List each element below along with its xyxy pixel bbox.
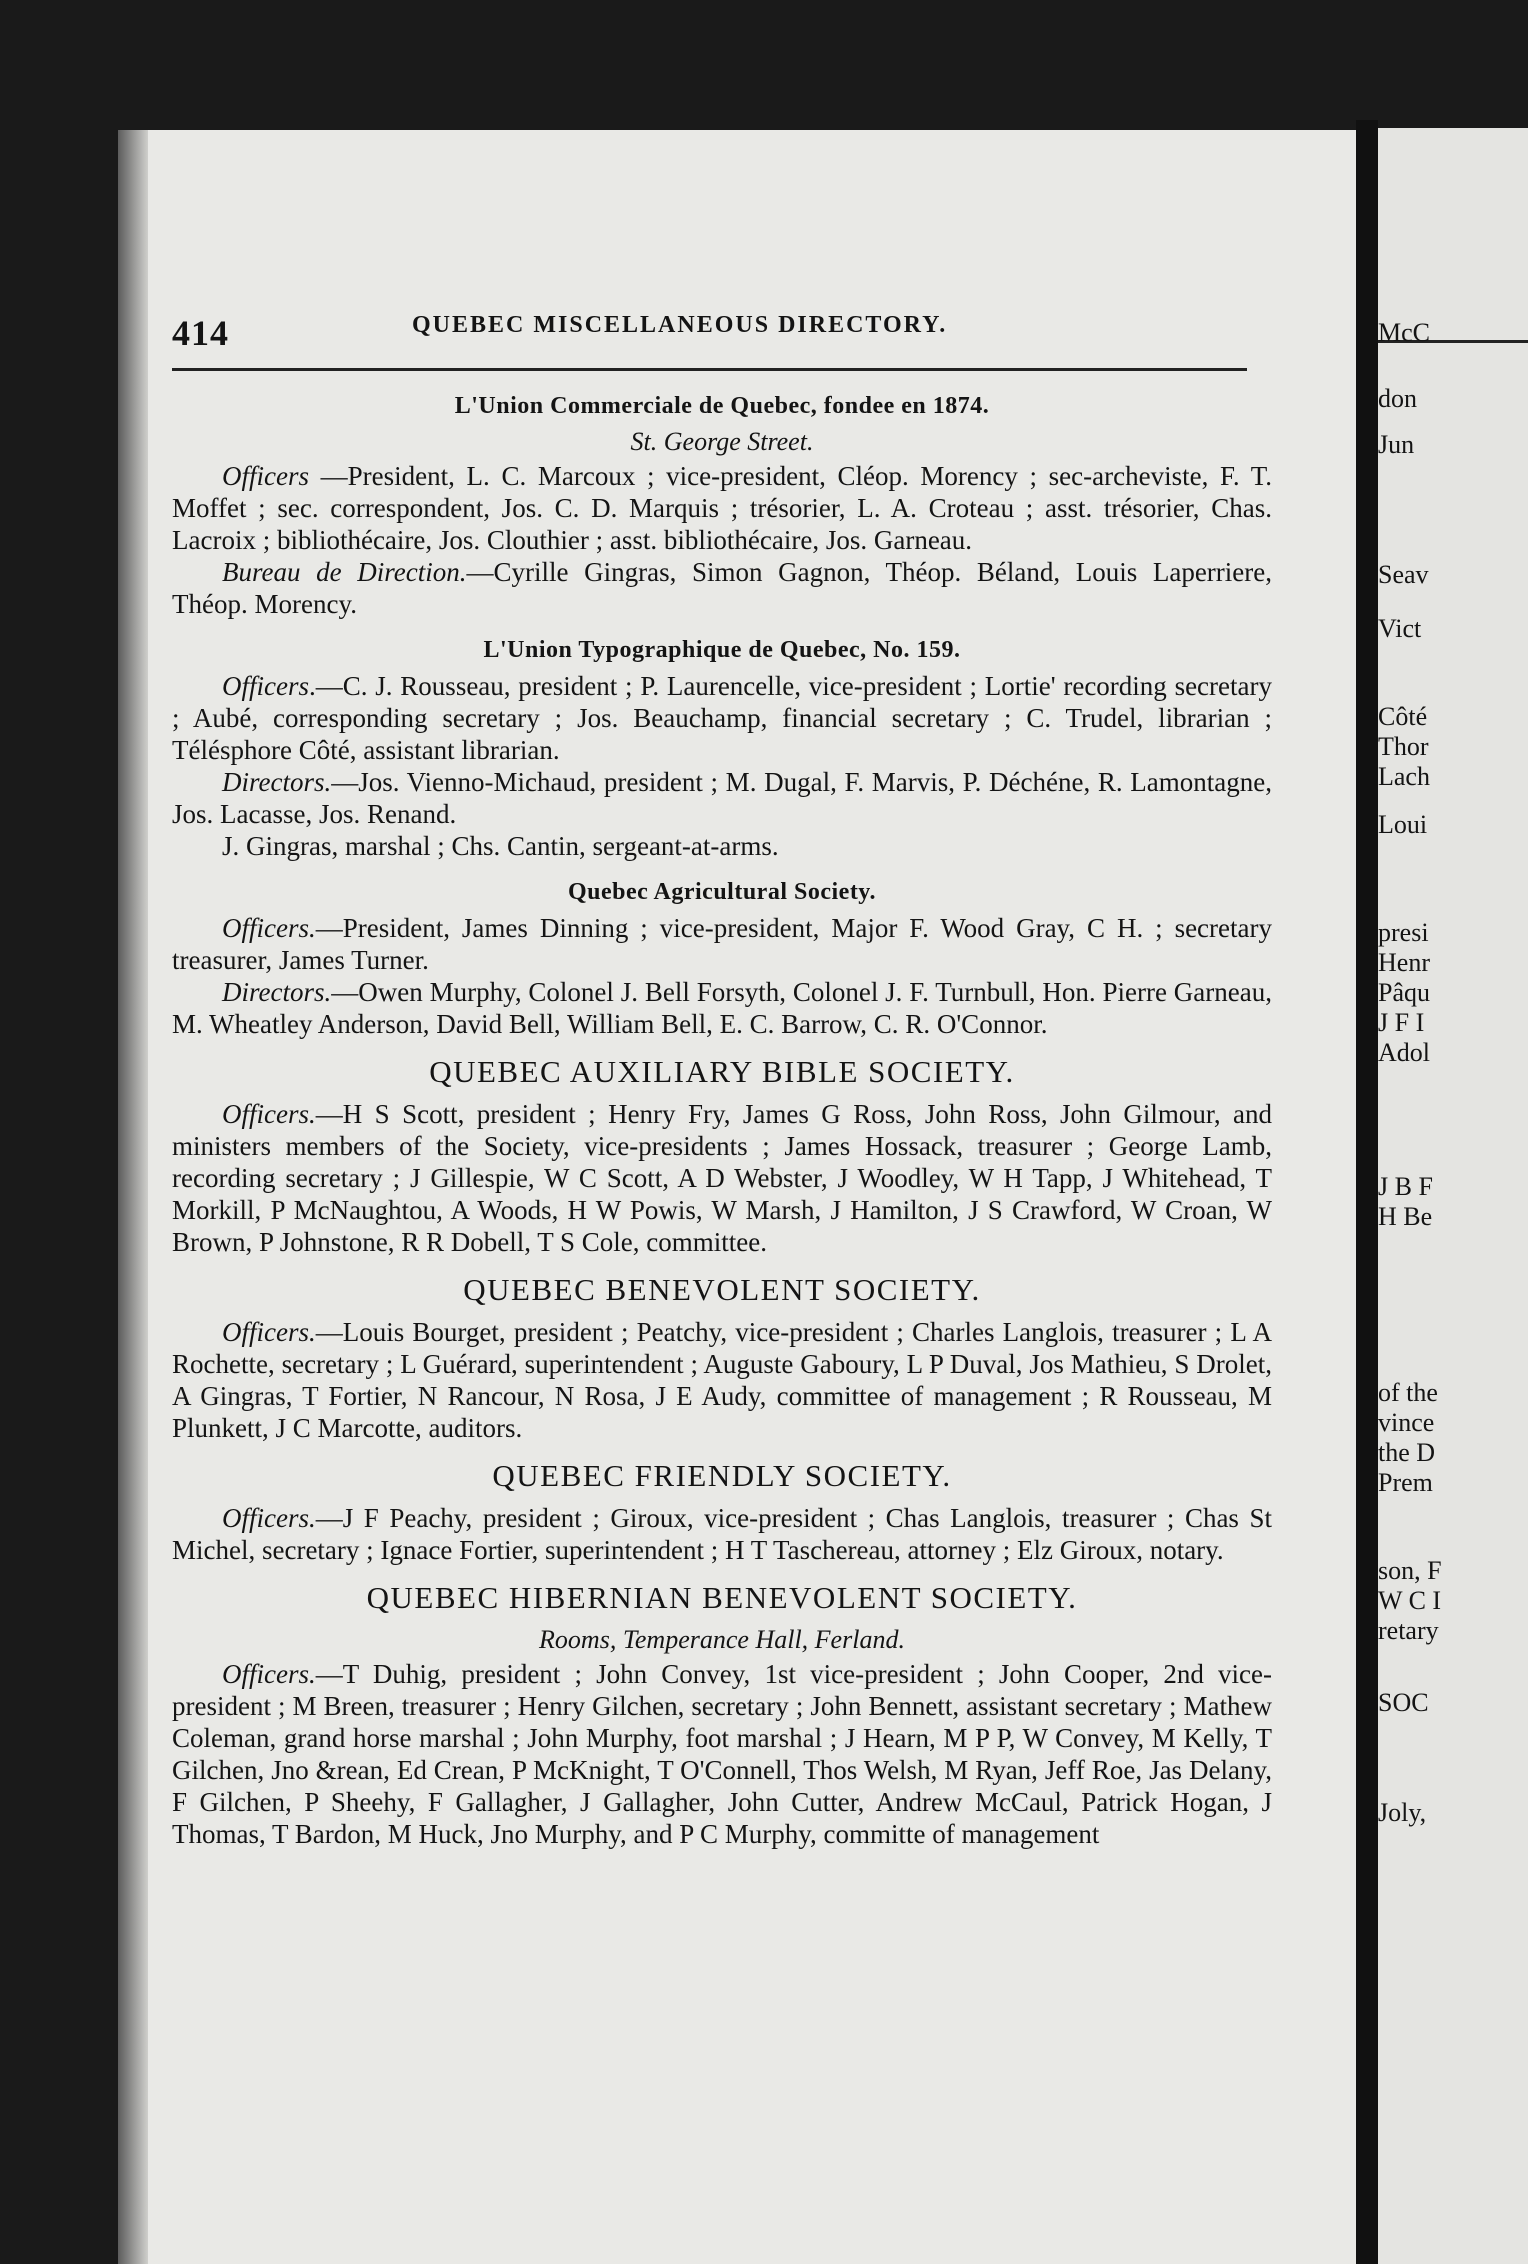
section-paragraph (172, 912, 1272, 976)
paragraph-text: —H S Scott, president ; Henry Fry, James G Ross, John Ross, John Gilmour, and ministers members of the Society, vice-presidents ; James Hossack, treasurer ; George Lamb, recording secretary ; J Gillespie, W C Scott, A D Webster, J Woodley, W H Tapp, J Whitehead, T Morkill, P McNaughtou, A Woods, H W Powis, W Marsh, J Hamilton, J S Crawford, W Croan, W Brown, P Johnstone, R R Dobell, T S Cole, committee. (172, 1099, 1272, 1257)
section-title: Quebec Agricultural Society. (568, 879, 876, 905)
facing-page-text-fragment: vince (1378, 1408, 1435, 1437)
directory-section (172, 1460, 1272, 1566)
section-title: L'Union Commerciale de Quebec, fondee en 1874. (454, 393, 990, 419)
paragraph-text: —Owen Murphy, Colonel J. Bell Forsyth, Colonel J. F. Turnbull, Hon. Pierre Garneau, M. Wheatley Anderson, David Bell, William Bell, E. C. Barrow, C. R. O'Connor. (172, 977, 1272, 1039)
facing-page-text-fragment: son, F (1378, 1556, 1442, 1585)
facing-page-text-fragment: of the (1378, 1378, 1438, 1407)
section-paragraph (172, 460, 1272, 556)
facing-page-text-fragment: W C I (1378, 1586, 1442, 1615)
section-paragraph (172, 670, 1272, 766)
paragraph-lead: Officers. (222, 1317, 316, 1347)
paragraph-text: —Louis Bourget, president ; Peatchy, vice-president ; Charles Langlois, treasurer ; L A Rochette, secretary ; L Guérard, superintendent ; Auguste Gaboury, L P Duval, Jos Mathieu, S Drolet, A Gingras, T Fortier, N Rancour, N Rosa, J E Audy, committee of management ; R Rousseau, M Plunkett, J C Marcotte, auditors. (172, 1317, 1272, 1443)
directory-section (172, 634, 1272, 862)
page-gutter-shadow (118, 130, 148, 2264)
header-rule (172, 368, 1247, 371)
paragraph-lead: Directors. (222, 977, 332, 1007)
facing-page-text-fragment: SOC (1378, 1688, 1429, 1717)
directory-section (172, 1274, 1272, 1444)
directory-section (172, 1582, 1272, 1850)
paragraph-text: .—C. J. Rousseau, president ; P. Laurencelle, vice-president ; Lortie' recording secretary ; Aubé, corresponding secretary ; Jos. Beauchamp, financial secretary ; C. Trudel, librarian ; Télésphore Côté, assistant librarian. (172, 671, 1272, 765)
paragraph-lead: Officers. (222, 913, 316, 943)
section-paragraph (172, 556, 1272, 620)
section-paragraph (172, 1502, 1272, 1566)
page-number: 414 (172, 313, 229, 353)
section-paragraph (172, 1098, 1272, 1258)
section-title: QUEBEC FRIENDLY SOCIETY. (492, 1458, 952, 1493)
facing-page-text-fragment: Joly, (1378, 1798, 1427, 1827)
facing-page-text-fragment: Jun (1378, 430, 1415, 459)
paragraph-lead: Officers. (222, 1099, 316, 1129)
facing-page-text-fragment: Pâqu (1378, 978, 1430, 1007)
facing-page-text-fragment: the D (1378, 1438, 1436, 1467)
facing-page-text-fragment: presi (1378, 918, 1429, 947)
section-title: L'Union Typographique de Quebec, No. 159. (483, 637, 961, 663)
section-subtitle: St. George Street. (630, 427, 814, 456)
running-head: QUEBEC MISCELLANEOUS DIRECTORY. (412, 312, 948, 338)
facing-page-text-fragment: retary (1378, 1616, 1439, 1645)
facing-page-text-fragment: Loui (1378, 810, 1428, 839)
directory-section (172, 1056, 1272, 1258)
facing-page-text-fragment: H Be (1378, 1202, 1433, 1231)
paragraph-text: —President, L. C. Marcoux ; vice-president, Cléop. Morency ; sec-archeviste, F. T. Moffet ; sec. correspondent, Jos. C. D. Marquis ; trésorier, L. A. Croteau ; asst. trésorier, Chas. Lacroix ; bibliothécaire, Jos. Clouthier ; asst. bibliothécaire, Jos. Garneau. (172, 461, 1272, 555)
section-paragraph (172, 976, 1272, 1040)
facing-page-text-fragment: Thor (1378, 732, 1429, 761)
section-paragraph (172, 766, 1272, 830)
paragraph-text: —Cyrille Gingras, Simon Gagnon, Théop. Béland, Louis Laperriere, Théop. Morency. (172, 557, 1272, 619)
paragraph-text: —J F Peachy, president ; Giroux, vice-president ; Chas Langlois, treasurer ; Chas St Michel, secretary ; Ignace Fortier, superintendent ; H T Taschereau, attorney ; Elz Giroux, notary. (172, 1503, 1272, 1565)
paragraph-text: —President, James Dinning ; vice-president, Major F. Wood Gray, C H. ; secretary treasurer, James Turner. (172, 913, 1272, 975)
directory-content (172, 384, 1272, 1864)
directory-section (172, 390, 1272, 620)
facing-page-text-fragment: Henr (1378, 948, 1430, 977)
paragraph-text: —T Duhig, president ; John Convey, 1st vice-president ; John Cooper, 2nd vice-president ; M Breen, treasurer ; Henry Gilchen, secretary ; John Bennett, assistant secretary ; Mathew Coleman, grand horse marshal ; John Murphy, foot marshal ; J Hearn, M P P, W Convey, M Kelly, T Gilchen, Jno &rean, Ed Crean, P McKnight, T O'Connell, Thos Welsh, M Ryan, Jeff Roe, Jas Delany, F Gilchen, P Sheehy, F Gallagher, J Gallagher, John Cutter, Andrew McCaul, Patrick Hogan, J Thomas, T Bardon, M Huck, Jno Murphy, and P C Murphy, committe of management (172, 1659, 1272, 1849)
section-paragraph (172, 1316, 1272, 1444)
section-title: QUEBEC HIBERNIAN BENEVOLENT SOCIETY. (366, 1580, 1078, 1615)
paragraph-lead: Officers. (222, 1659, 316, 1689)
page-gap (1356, 120, 1378, 2264)
paragraph-lead: Officers (222, 671, 309, 701)
facing-page-text-fragment: J F I (1378, 1008, 1425, 1037)
facing-page-text-fragment: Lach (1378, 762, 1430, 791)
facing-page-text-fragment: Vict (1378, 614, 1422, 643)
facing-page-text-fragment: don (1378, 384, 1417, 413)
section-title: QUEBEC BENEVOLENT SOCIETY. (463, 1272, 981, 1307)
paragraph-lead: Directors. (222, 767, 332, 797)
facing-page-text-fragment: J B F (1378, 1172, 1433, 1201)
facing-page (1378, 128, 1528, 2264)
paragraph-lead: Officers (222, 461, 309, 491)
paragraph-lead: Bureau de Direction. (222, 557, 467, 587)
directory-section (172, 876, 1272, 1040)
section-paragraph (172, 830, 1272, 862)
facing-page-text-fragment: Adol (1378, 1038, 1430, 1067)
facing-page-text-fragment: Prem (1378, 1468, 1433, 1497)
paragraph-text: J. Gingras, marshal ; Chs. Cantin, sergeant-at-arms. (222, 831, 779, 861)
paragraph-lead: Officers. (222, 1503, 316, 1533)
facing-page-text-fragment: Côté (1378, 702, 1428, 731)
section-title: QUEBEC AUXILIARY BIBLE SOCIETY. (429, 1054, 1015, 1089)
section-subtitle: Rooms, Temperance Hall, Ferland. (539, 1625, 905, 1654)
section-paragraph (172, 1658, 1272, 1850)
paragraph-text: —Jos. Vienno-Michaud, president ; M. Dugal, F. Marvis, P. Déchéne, R. Lamontagne, Jos. Lacasse, Jos. Renand. (172, 767, 1272, 829)
facing-page-text-fragment: Seav (1378, 560, 1429, 589)
facing-page-text-fragment: McC (1378, 318, 1430, 347)
